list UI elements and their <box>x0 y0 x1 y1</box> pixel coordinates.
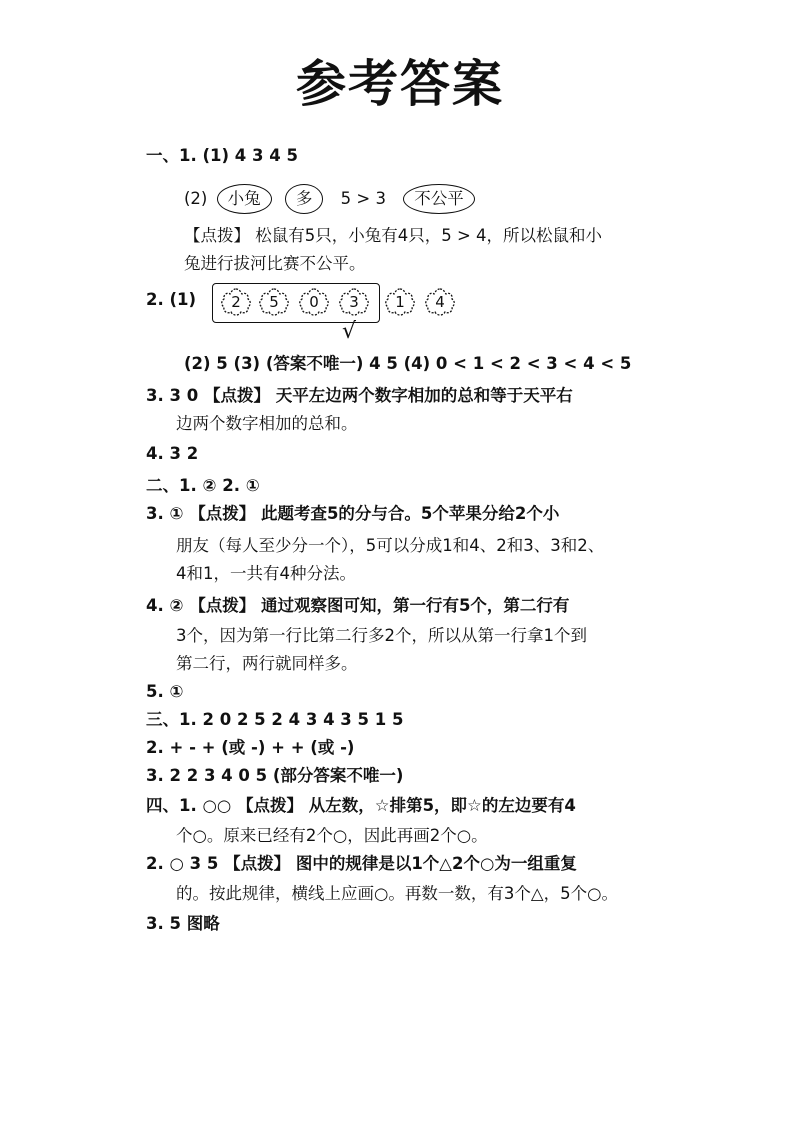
section-2-answer-1: 二、1. ② 2. ① <box>146 476 260 495</box>
section-2-answer-3-line3: 4和1，一共有4种分法。 <box>176 564 356 583</box>
answer-1-2-prefix: (2) <box>184 189 208 208</box>
section-4-answer-2-line1: 2. ○ 3 5 【点拨】 图中的规律是以1个△2个○为一组重复 <box>146 854 577 873</box>
flower-card <box>258 286 290 318</box>
section-4-answer-1-line2: 个○。原来已经有2个○，因此再画2个○。 <box>176 826 488 845</box>
flower-card <box>424 286 456 318</box>
flower-card <box>384 286 416 318</box>
flower-card <box>338 286 370 318</box>
answer-3-line1: 3. 3 0 【点拨】 天平左边两个数字相加的总和等于天平右 <box>146 386 573 405</box>
section-3-answer-1: 三、1. 2 0 2 5 2 4 3 4 3 5 1 5 <box>146 710 404 729</box>
answer-1-2 <box>184 184 479 214</box>
answer-1-1: 一、1. (1) 4 3 4 5 <box>146 146 298 165</box>
section-4-answer-3: 3. 5 图略 <box>146 914 220 933</box>
section-2-answer-3-line1: 3. ① 【点拨】 此题考查5的分与合。5个苹果分给2个小 <box>146 504 560 523</box>
flower-number: 4 <box>435 293 445 311</box>
answer-3-line2: 边两个数字相加的总和。 <box>176 414 358 433</box>
flower-card <box>298 286 330 318</box>
section-2-answer-4-line1: 4. ② 【点拨】 通过观察图可知，第一行有5个，第二行有 <box>146 596 570 615</box>
oval-answer-rabbit: 小兔 <box>217 184 272 214</box>
section-2-answer-5: 5. ① <box>146 682 184 701</box>
section-3-answer-3: 3. 2 2 3 4 0 5 (部分答案不唯一) <box>146 766 404 785</box>
section-2-answer-3-line2: 朋友（每人至少分一个），5可以分成1和4、2和3、3和2、 <box>176 536 605 555</box>
answer-2-label: 2. (1) <box>146 290 197 309</box>
section-2-answer-4-line3: 第二行，两行就同样多。 <box>176 654 358 673</box>
answer-1-2-compare: 5 > 3 <box>340 189 386 208</box>
oval-answer-more: 多 <box>285 184 324 214</box>
section-4-answer-2-line2: 的。按此规律，横线上应画○。再数一数，有3个△，5个○。 <box>176 884 618 903</box>
tip-1-line1: 【点拨】 松鼠有5只，小兔有4只，5 > 4，所以松鼠和小 <box>184 226 603 245</box>
answer-2-rest: (2) 5 (3) (答案不唯一) 4 5 (4) 0 < 1 < 2 < 3 < 4 < 5 <box>184 354 632 373</box>
flower-card <box>220 286 252 318</box>
tip-1-line2: 兔进行拔河比赛不公平。 <box>184 254 366 273</box>
check-mark-icon: √ <box>342 319 357 344</box>
page-title: 参考答案 <box>296 54 504 113</box>
flower-number: 0 <box>309 293 319 311</box>
flower-number: 5 <box>269 293 279 311</box>
oval-answer-unfair: 不公平 <box>403 184 475 214</box>
flower-number: 3 <box>349 293 359 311</box>
flower-number: 1 <box>395 293 405 311</box>
answer-4: 4. 3 2 <box>146 444 199 463</box>
flower-number: 2 <box>231 293 241 311</box>
section-3-answer-2: 2. + - + (或 -) + + (或 -) <box>146 738 355 757</box>
section-2-answer-4-line2: 3个，因为第一行比第二行多2个，所以从第一行拿1个到 <box>176 626 587 645</box>
section-4-answer-1-line1: 四、1. ○○ 【点拨】 从左数，☆排第5，即☆的左边要有4 <box>146 796 576 815</box>
